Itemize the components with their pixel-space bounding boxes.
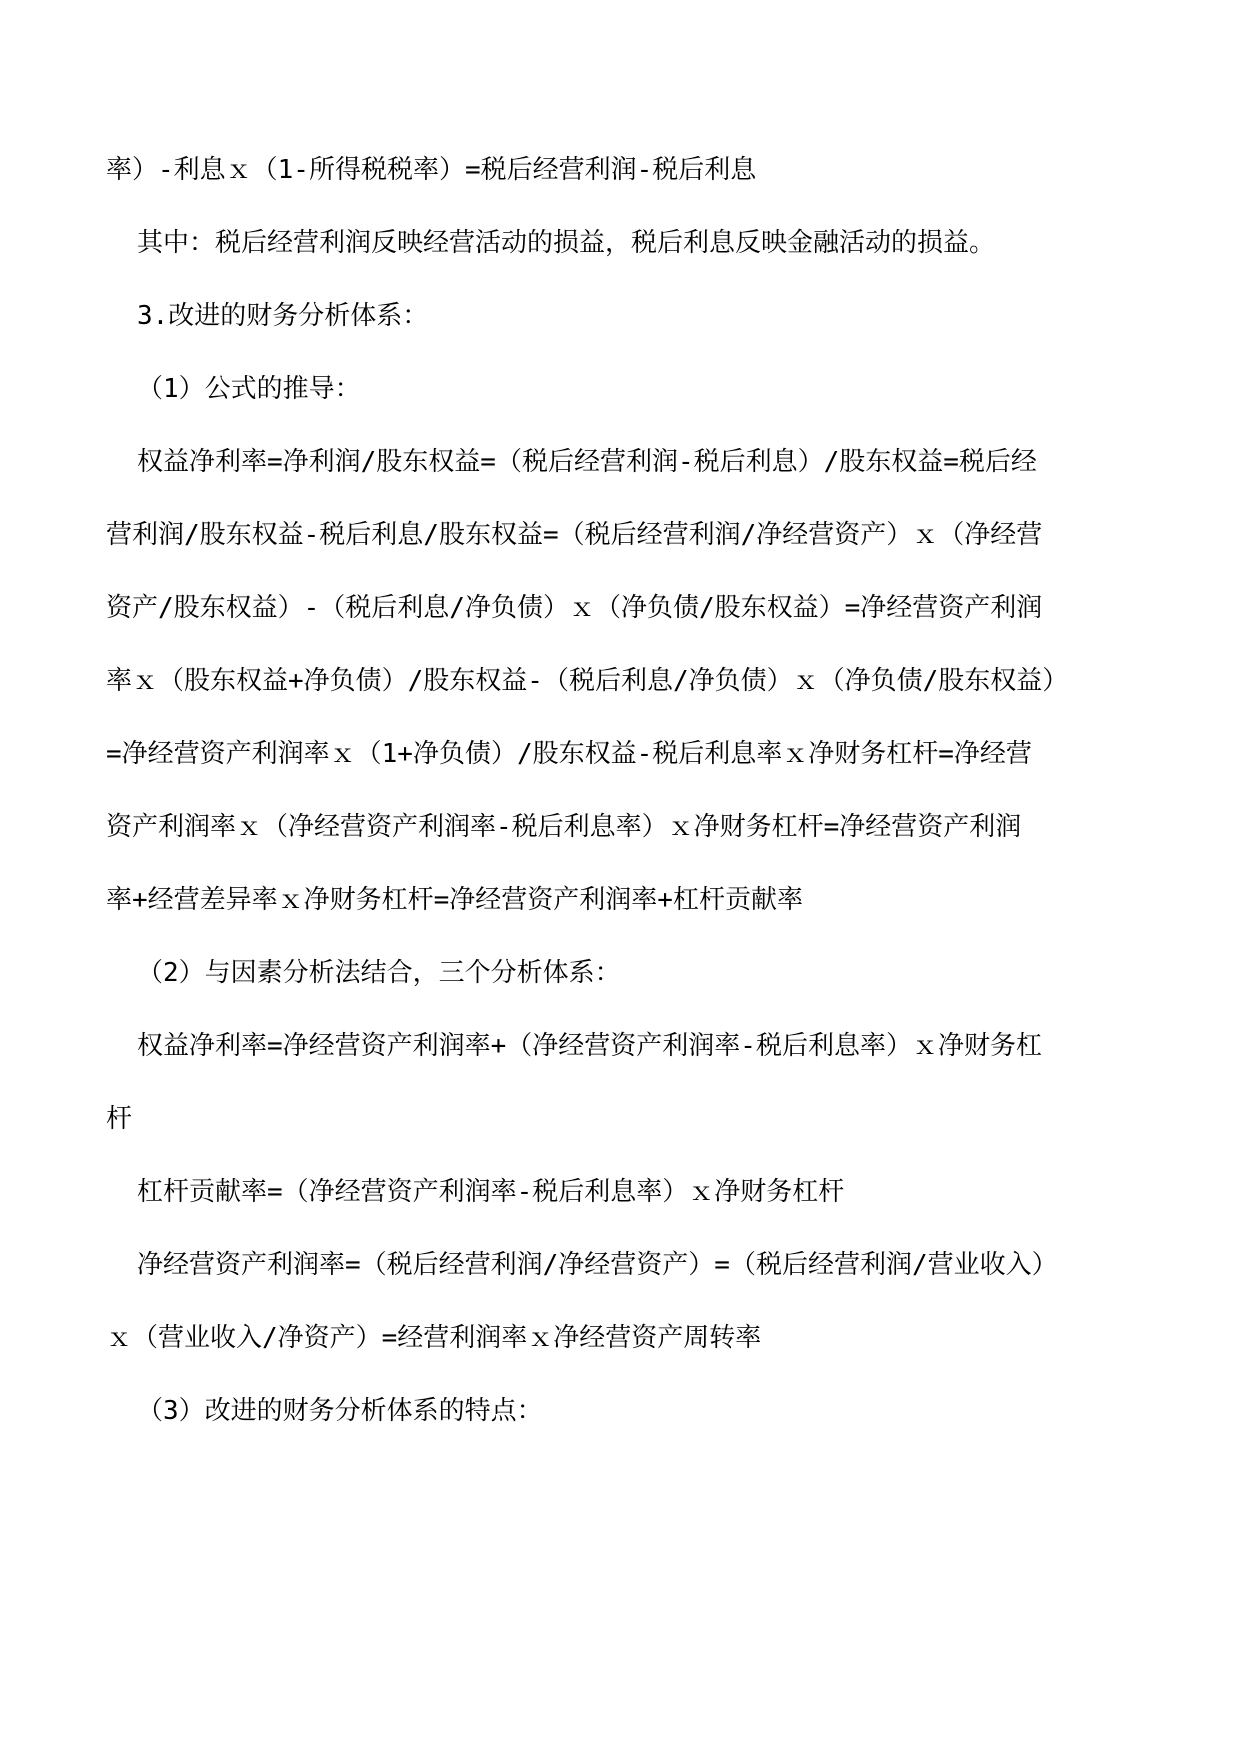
formula-line-1: 权益净利率=净利润/股东权益=（税后经营利润-税后利息）/股东权益=税后经 bbox=[137, 447, 1037, 477]
formula-line-5: =净经营资产利润率ｘ（1+净负债）/股东权益-税后利息率ｘ净财务杠杆=净经营 bbox=[106, 739, 1032, 769]
subsection-heading-3: （3）改进的财务分析体系的特点： bbox=[137, 1396, 543, 1426]
system-formula-3-cont: ｘ（营业收入/净资产）=经营利润率ｘ净经营资产周转率 bbox=[106, 1323, 762, 1353]
system-formula-1: 权益净利率=净经营资产利润率+（净经营资产利润率-税后利息率）ｘ净财务杠 bbox=[137, 1031, 1042, 1061]
formula-line-7: 率+经营差异率ｘ净财务杠杆=净经营资产利润率+杠杆贡献率 bbox=[106, 885, 803, 915]
system-formula-3: 净经营资产利润率=（税后经营利润/净经营资产）=（税后经营利润/营业收入） bbox=[137, 1250, 1058, 1280]
formula-line-6: 资产利润率ｘ（净经营资产利润率-税后利息率）ｘ净财务杠杆=净经营资产利润 bbox=[106, 812, 1022, 842]
section-heading-3: 3.改进的财务分析体系： bbox=[137, 301, 429, 331]
subsection-heading-1: （1）公式的推导： bbox=[137, 374, 361, 404]
formula-line-2: 营利润/股东权益-税后利息/股东权益=（税后经营利润/净经营资产）ｘ（净经营 bbox=[106, 520, 1043, 550]
text-line-1: 率）-利息ｘ（1-所得税税率）=税后经营利润-税后利息 bbox=[106, 155, 757, 185]
formula-line-4: 率ｘ（股东权益+净负债）/股东权益-（税后利息/净负债）ｘ（净负债/股东权益） bbox=[106, 666, 1069, 696]
text-line-2: 其中：税后经营利润反映经营活动的损益，税后利息反映金融活动的损益。 bbox=[137, 228, 996, 258]
formula-line-3: 资产/股东权益）-（税后利息/净负债）ｘ（净负债/股东权益）=净经营资产利润 bbox=[106, 593, 1043, 623]
subsection-heading-2: （2）与因素分析法结合，三个分析体系： bbox=[137, 958, 621, 988]
system-formula-2: 杠杆贡献率=（净经营资产利润率-税后利息率）ｘ净财务杠杆 bbox=[137, 1177, 845, 1207]
system-formula-1-cont: 杆 bbox=[106, 1104, 133, 1134]
